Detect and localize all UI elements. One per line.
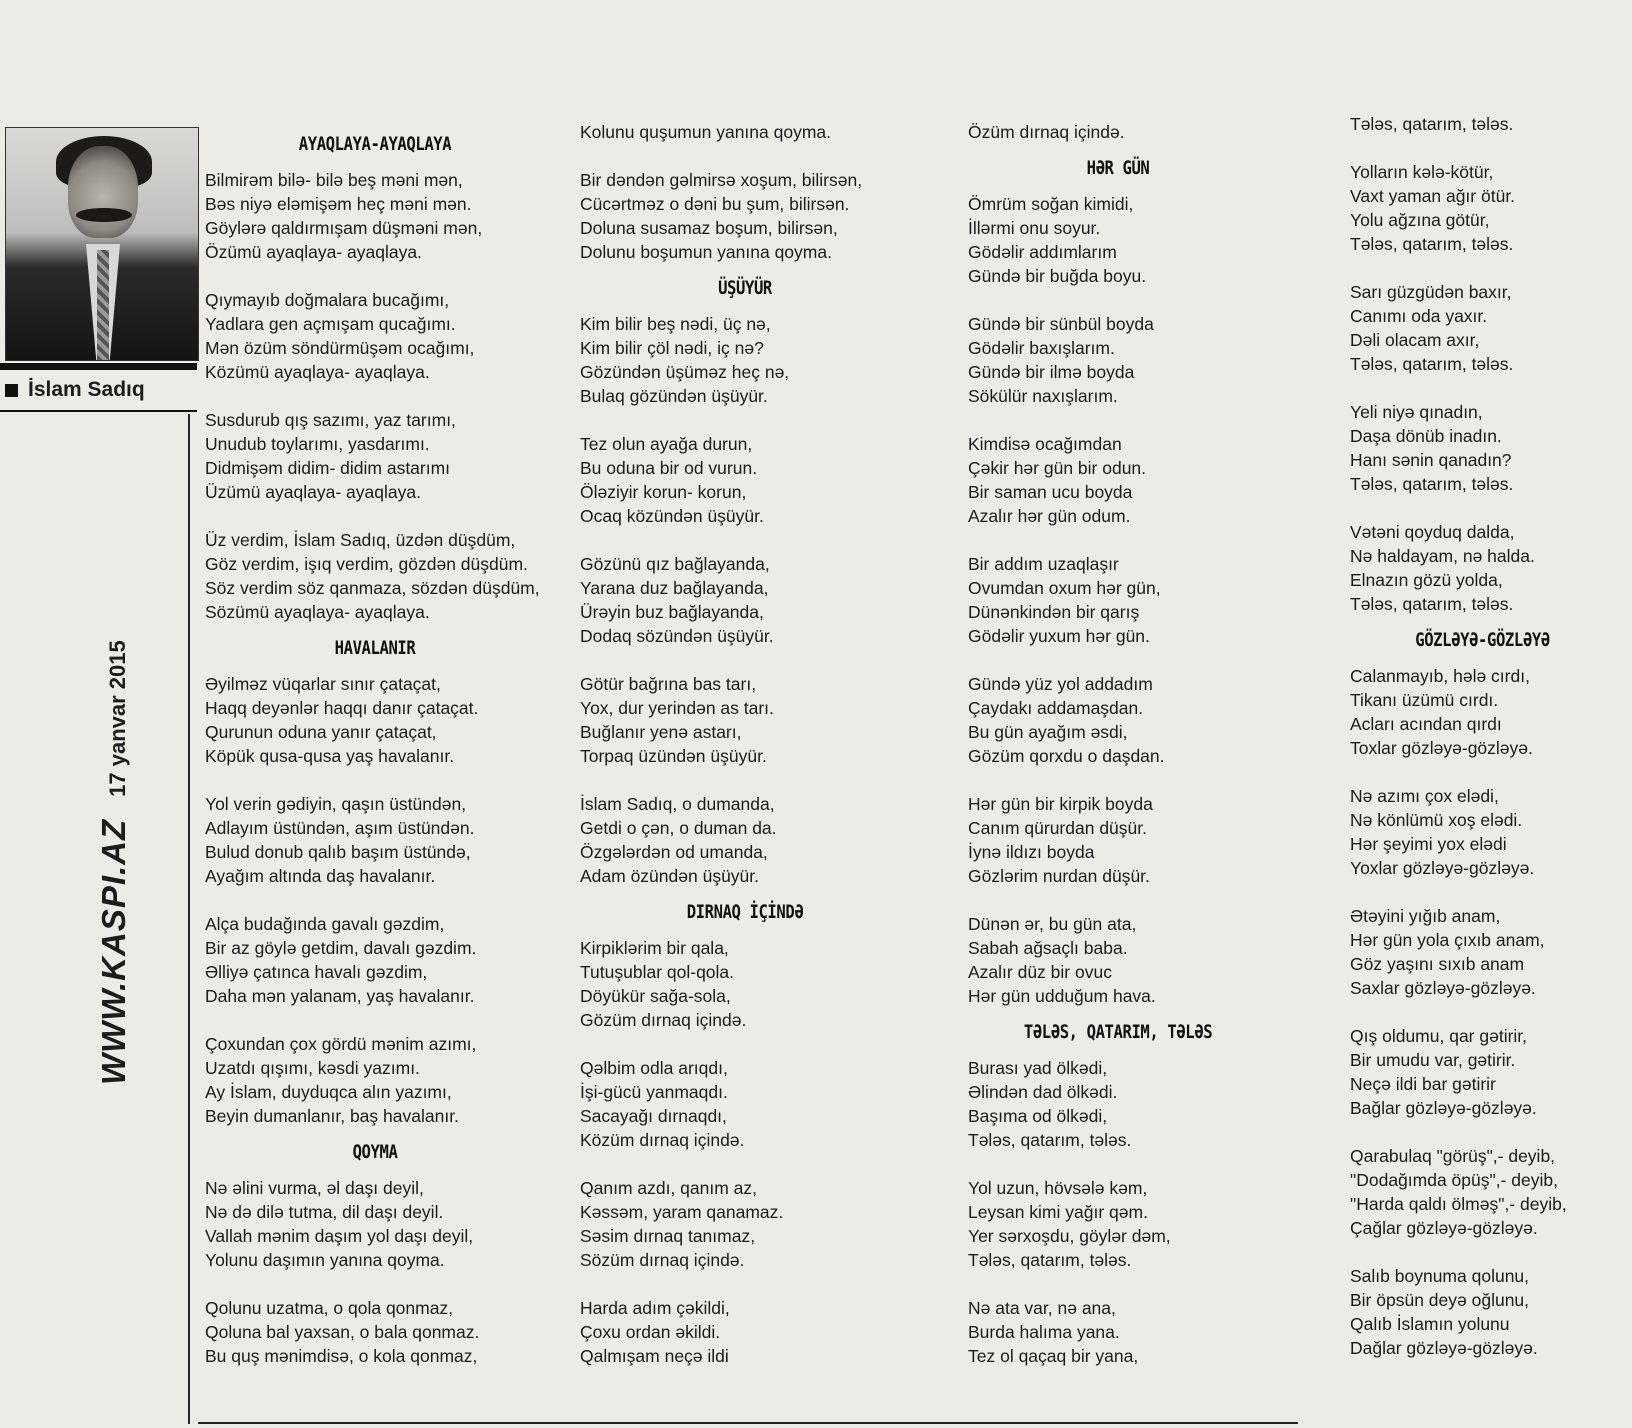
verse-line: Qıymayıb doğmalara bucağımı, [205,290,450,310]
verse-line: Bir addım uzaqlaşır [968,554,1119,574]
verse-line: Buğlanır yenə astarı, [580,722,742,742]
verse-line: Gözünü qız bağlayanda, [580,554,770,574]
poem-title: HAVALANIR [334,637,416,659]
verse-line: Yarana duz bağlayanda, [580,578,769,598]
verse-line: Beyin dumanlanır, baş havalanır. [205,1106,459,1126]
stanza-gap [580,1032,910,1056]
verse-line: Əyilməz vüqarlar sınır çataçat, [205,674,441,694]
verse-line: Yol uzun, hövsələ kəm, [968,1178,1148,1198]
verse-line: Bulud donub qalıb başım üstündə, [205,842,471,862]
verse-line: Tələs, qatarım, tələs. [1350,354,1514,374]
verse-line: Yer sərxoşdu, göylər dəm, [968,1226,1171,1246]
stanza-gap [580,1152,910,1176]
stanza [580,792,910,888]
verse-line: Nə əlini vurma, əl daşı deyil, [205,1178,424,1198]
stanza-gap [1350,1120,1615,1144]
verse-line: Götür bağrına bas tarı, [580,674,757,694]
verse-line: Özüm dırnaq içində. [968,122,1125,142]
stanza-gap [1350,880,1615,904]
stanza [1350,904,1615,1000]
verse-line: Gündə bir ilmə boyda [968,362,1135,382]
stanza [580,120,910,144]
verse-line: Başıma od ölkədi, [968,1106,1108,1126]
stanza-gap [205,768,545,792]
verse-line: Sabah ağsaçlı baba. [968,938,1128,958]
byline-rule [0,410,197,412]
verse-line: Hər gün yola çıxıb anam, [1350,930,1545,950]
stanza-gap [205,264,545,288]
verse-line: Daha mən yalanam, yaş havalanır. [205,986,475,1006]
poem-column-3 [968,120,1268,1368]
verse-line: Nə könlümü xoş elədi. [1350,810,1523,830]
stanza-gap [968,408,1268,432]
verse-line: Bu oduna bir od vurun. [580,458,758,478]
stanza [580,936,910,1032]
verse-line: Ayağım altında daş havalanır. [205,866,436,886]
verse-line: Uzatdı qışımı, kəsdi yazımı. [205,1058,420,1078]
stanza [1350,784,1615,880]
verse-line: Burda halıma yana. [968,1322,1120,1342]
poem-title: DIRNAQ İÇİNDƏ [686,901,804,923]
verse-line: Saxlar gözləyə-gözləyə. [1350,978,1536,998]
verse-line: Leysan kimi yağır qəm. [968,1202,1148,1222]
verse-line: Közümü ayaqlaya- ayaqlaya. [205,362,430,382]
verse-line: Nə haldayam, nə halda. [1350,546,1535,566]
verse-line: Közüm dırnaq içində. [580,1130,745,1150]
verse-line: Bilmirəm bilə- bilə beş məni mən, [205,170,463,190]
stanza [580,168,910,264]
verse-line: Dolunu boşumun yanına qoyma. [580,242,832,262]
verse-line: Adam özündən üşüyür. [580,866,760,886]
verse-line: Daşa dönüb inadın. [1350,426,1502,446]
verse-line: Qalmışam neçə ildi [580,1346,729,1366]
stanza [968,192,1268,288]
stanza [968,1056,1268,1152]
verse-line: Azalır hər gün odum. [968,506,1131,526]
verse-line: İynə ildızı boyda [968,842,1095,862]
stanza-gap [1350,256,1615,280]
verse-line: Ətəyini yığıb anam, [1350,906,1501,926]
verse-line: Qoluna bal yaxsan, o bala qonmaz. [205,1322,480,1342]
stanza [968,552,1268,648]
verse-line: Harda adım çəkildi, [580,1298,730,1318]
issue-date: 17 yanvar 2015 [105,640,130,797]
author-photo [5,127,199,361]
stanza [205,168,545,264]
stanza-gap [580,528,910,552]
stanza [1350,400,1615,496]
verse-line: Gözüm qorxdu o daşdan. [968,746,1165,766]
poem-column-2 [580,120,910,1368]
verse-line: Göylərə qaldırmışam düşməni mən, [205,218,483,238]
verse-line: Tələs, qatarım, tələs. [968,1250,1132,1270]
stanza-gap [1350,496,1615,520]
stanza [205,1296,545,1368]
verse-line: Gündə bir buğda boyu. [968,266,1147,286]
verse-line: Torpaq üzündən üşüyür. [580,746,767,766]
verse-line: Yolu ağzına götür, [1350,210,1490,230]
stanza [580,432,910,528]
poem-column-1 [205,120,545,1368]
verse-line: Nə ata var, nə ana, [968,1298,1116,1318]
verse-line: Özümü ayaqlaya- ayaqlaya. [205,242,422,262]
stanza-gap [205,504,545,528]
verse-line: Kim bilir çöl nədi, iç nə? [580,338,764,358]
stanza-gap [968,288,1268,312]
verse-line: Bir az göylə getdim, davalı gəzdim. [205,938,477,958]
verse-line: Ömrüm soğan kimidi, [968,194,1134,214]
verse-line: Burası yad ölkədi, [968,1058,1108,1078]
stanza [1350,112,1615,136]
verse-line: Əlliyə çatınca havalı gəzdim, [205,962,428,982]
verse-line: Üz verdim, İslam Sadıq, üzdən düşdüm, [205,530,516,550]
stanza-gap [205,888,545,912]
verse-line: Neçə ildi bar gətirir [1350,1074,1496,1094]
stanza-gap [1350,136,1615,160]
stanza-gap [205,1008,545,1032]
poem-title: HƏR GÜN [1086,157,1150,179]
verse-line: Vallah mənim daşım yol daşı deyil, [205,1226,474,1246]
stanza [580,672,910,768]
verse-line: Mən özüm söndürmüşəm ocağımı, [205,338,475,358]
stanza [1350,160,1615,256]
verse-line: Qış oldumu, qar gətirir, [1350,1026,1528,1046]
verse-line: Ocaq közündən üşüyür. [580,506,764,526]
stanza-gap [1350,1240,1615,1264]
verse-line: Bağlar gözləyə-gözləyə. [1350,1098,1537,1118]
verse-line: Gödəlir baxışlarım. [968,338,1115,358]
verse-line: Getdi o çən, o duman da. [580,818,777,838]
verse-line: Çoxundan çox gördü mənim azımı, [205,1034,477,1054]
verse-line: Hanı sənin qanadın? [1350,450,1512,470]
verse-line: Gözüm dırnaq içində. [580,1010,747,1030]
site-url: WWW.KASPI.AZ [95,818,132,1085]
stanza [968,912,1268,1008]
verse-line: Tələs, qatarım, tələs. [1350,474,1514,494]
stanza [968,1176,1268,1272]
stanza [580,1056,910,1152]
verse-line: Sacayağı dırnaqdı, [580,1106,727,1126]
stanza [580,1296,910,1368]
verse-line: Kolunu quşumun yanına qoyma. [580,122,831,142]
verse-line: Calanmayıb, hələ cırdı, [1350,666,1530,686]
author-name: İslam Sadıq [28,378,145,401]
stanza-gap [580,768,910,792]
stanza-gap [968,888,1268,912]
verse-line: Üzümü ayaqlaya- ayaqlaya. [205,482,421,502]
verse-line: Hər gün udduğum hava. [968,986,1156,1006]
verse-line: Bir dəndən gəlmirsə xoşum, bilirsən, [580,170,863,190]
verse-line: Dodaq sözündən üşüyür. [580,626,774,646]
verse-line: Gözündən üşüməz heç nə, [580,362,790,382]
stanza-gap [580,648,910,672]
verse-line: Didmişəm didim- didim astarımı [205,458,451,478]
verse-line: İslam Sadıq, o dumanda, [580,794,775,814]
verse-line: Gödəlir addımlarım [968,242,1117,262]
verse-line: Vətəni qoyduq dalda, [1350,522,1515,542]
stanza [1350,520,1615,616]
verse-line: Dünənkindən bir qarış [968,602,1140,622]
verse-line: Gündə bir sünbül boyda [968,314,1154,334]
verse-line: Yolunu daşımın yanına qoyma. [205,1250,445,1270]
sidebar-caption [95,640,133,1085]
poem-title: AYAQLAYA-AYAQLAYA [298,133,452,155]
stanza-gap [205,1272,545,1296]
verse-line: Göz verdim, işıq verdim, gözdən düşdüm. [205,554,528,574]
verse-line: Elnazın gözü yolda, [1350,570,1503,590]
verse-line: Çağlar gözləyə-gözləyə. [1350,1218,1538,1238]
verse-line: İllərmi onu soyur. [968,218,1101,238]
verse-line: Tələs, qatarım, tələs. [968,1130,1132,1150]
verse-line: Kim bilir beş nədi, üç nə, [580,314,771,334]
verse-line: Bəs niyə eləmişəm heç məni mən. [205,194,472,214]
stanza [205,792,545,888]
verse-line: Bir umudu var, gətirir. [1350,1050,1516,1070]
verse-line: Köpük qusa-qusa yaş havalanır. [205,746,455,766]
verse-line: Hər gün bir kirpik boyda [968,794,1153,814]
verse-line: Bu quş mənimdisə, o kola qonmaz, [205,1346,478,1366]
stanza [205,1032,545,1128]
stanza [968,792,1268,888]
stanza [968,120,1268,144]
verse-line: Qanım azdı, qanım az, [580,1178,758,1198]
verse-line: Salıb boynuma qolunu, [1350,1266,1530,1286]
verse-line: Tələs, qatarım, tələs. [1350,114,1514,134]
verse-line: Nə də dilə tutma, dil daşı deyil. [205,1202,444,1222]
verse-line: Gündə yüz yol addadım [968,674,1153,694]
poem-title: TƏLƏS, QATARIM, TƏLƏS [1023,1021,1213,1043]
verse-line: Dağlar gözləyə-gözləyə. [1350,1338,1538,1358]
stanza-gap [968,768,1268,792]
stanza [968,1296,1268,1368]
verse-line: Yolların kələ-kötür, [1350,162,1494,182]
verse-line: Alça budağında gavalı gəzdim, [205,914,445,934]
stanza [1350,1024,1615,1120]
verse-line: Öləziyir korun- korun, [580,482,747,502]
verse-line: Döyükür sağa-sola, [580,986,731,1006]
verse-line: Adlayım üstündən, aşım üstündən. [205,818,475,838]
verse-line: Qəlbim odla arıqdı, [580,1058,728,1078]
verse-line: İşi-gücü yanmaqdı. [580,1082,728,1102]
verse-line: Unudub toylarımı, yasdarımı. [205,434,430,454]
bullet-square-icon [5,384,18,397]
verse-line: Qurunun oduna yanır çataçat, [205,722,437,742]
verse-line: Cücərtməz o dəni bu şum, bilirsən. [580,194,850,214]
verse-line: Haqq deyənlər haqqı danır çataçat. [205,698,479,718]
verse-line: Ay İslam, duyduqca alın yazımı, [205,1082,452,1102]
verse-line: Susdurub qış sazımı, yaz tarımı, [205,410,456,430]
verse-line: Bir öpsün deyə oğlunu, [1350,1290,1530,1310]
stanza [968,672,1268,768]
stanza-gap [1350,376,1615,400]
verse-line: Tələs, qatarım, tələs. [1350,234,1514,254]
verse-line: Sözüm dırnaq içində. [580,1250,745,1270]
verse-line: Tikanı üzümü cırdı. [1350,690,1499,710]
verse-line: Yol verin gədiyin, qaşın üstündən, [205,794,467,814]
verse-line: Qolunu uzatma, o qola qonmaz, [205,1298,454,1318]
verse-line: Yadlara gen açmışam qucağımı. [205,314,456,334]
verse-line: Dünən ər, bu gün ata, [968,914,1137,934]
poem-title: ÜŞÜYÜR [718,277,772,299]
verse-line: Özgələrdən od umanda, [580,842,768,862]
poem-title: QOYMA [352,1141,398,1163]
stanza [205,672,545,768]
verse-line: Tez ol qaçaq bir yana, [968,1346,1139,1366]
verse-line: Bulaq gözündən üşüyür. [580,386,768,406]
stanza [968,312,1268,408]
verse-line: Çoxu ordan əkildi. [580,1322,721,1342]
verse-line: Ürəyin buz bağlayanda, [580,602,764,622]
photo-rule [0,363,197,370]
stanza [205,912,545,1008]
stanza [580,552,910,648]
stanza-gap [580,1272,910,1296]
verse-line: Göz yaşını sıxıb anam [1350,954,1525,974]
verse-line: Kirpiklərim bir qala, [580,938,729,958]
stanza [1350,280,1615,376]
stanza [968,432,1268,528]
verse-line: Tələs, qatarım, tələs. [1350,594,1514,614]
stanza-gap [968,1152,1268,1176]
verse-line: Acları acından qırdı [1350,714,1502,734]
stanza-gap [968,528,1268,552]
verse-line: Kimdisə ocağımdan [968,434,1122,454]
verse-line: Sözümü ayaqlaya- ayaqlaya. [205,602,430,622]
stanza [1350,1144,1615,1240]
stanza-gap [580,408,910,432]
author-byline [5,378,145,402]
verse-line: Toxlar gözləyə-gözləyə. [1350,738,1533,758]
verse-line: Bu gün ayağım əsdi, [968,722,1128,742]
stanza-gap [968,1272,1268,1296]
verse-line: Canımı oda yaxır. [1350,306,1488,326]
verse-line: Yox, dur yerindən as tarı. [580,698,774,718]
verse-line: Səsim dırnaq tanımaz, [580,1226,756,1246]
stanza [580,1176,910,1272]
poem-title: GÖZLƏYƏ-GÖZLƏYƏ [1415,629,1550,651]
stanza [1350,1264,1615,1360]
stanza-gap [580,144,910,168]
verse-line: Canım qürurdan düşür. [968,818,1147,838]
stanza [205,528,545,624]
verse-line: Hər şeyimi yox elədi [1350,834,1507,854]
verse-line: Kəssəm, yaram qanamaz. [580,1202,784,1222]
verse-line: Nə azımı çox elədi, [1350,786,1499,806]
verse-line: Sarı güzgüdən baxır, [1350,282,1512,302]
verse-line: Dəli olacam axır, [1350,330,1480,350]
verse-line: "Harda qaldı ölməş",- deyib, [1350,1194,1567,1214]
verse-line: Yoxlar gözləyə-gözləyə. [1350,858,1535,878]
verse-line: Tez olun ayağa durun, [580,434,753,454]
stanza [205,1176,545,1272]
stanza-gap [1350,760,1615,784]
verse-line: Ovumdan oxum hər gün, [968,578,1161,598]
verse-line: Bir saman ucu boyda [968,482,1133,502]
verse-line: Çəkir hər gün bir odun. [968,458,1147,478]
verse-line: Çaydakı addamaşdan. [968,698,1144,718]
bottom-rule [198,1422,1298,1424]
verse-line: Gözlərim nurdan düşür. [968,866,1150,886]
verse-line: Qalıb İslamın yolunu [1350,1314,1510,1334]
stanza [1350,664,1615,760]
verse-line: Sökülür naxışlarım. [968,386,1118,406]
verse-line: Vaxt yaman ağır ötür. [1350,186,1516,206]
poem-column-4 [1350,112,1615,1360]
verse-line: Azalır düz bir ovuc [968,962,1112,982]
stanza-gap [205,384,545,408]
stanza-gap [1350,1000,1615,1024]
stanza [205,288,545,384]
verse-line: Qarabulaq "görüş",- deyib, [1350,1146,1556,1166]
column-divider [188,414,190,1424]
stanza [205,408,545,504]
verse-line: Söz verdim söz qanmaza, sözdən düşdüm, [205,578,540,598]
verse-line: "Dodağımda öpüş",- deyib, [1350,1170,1558,1190]
verse-line: Əlindən dad ölkədi. [968,1082,1118,1102]
stanza [580,312,910,408]
verse-line: Yeli niyə qınadın, [1350,402,1483,422]
verse-line: Tutuşublar qol-qola. [580,962,735,982]
verse-line: Gödəlir yuxum hər gün. [968,626,1150,646]
stanza-gap [968,648,1268,672]
verse-line: Doluna susamaz boşum, bilirsən, [580,218,838,238]
